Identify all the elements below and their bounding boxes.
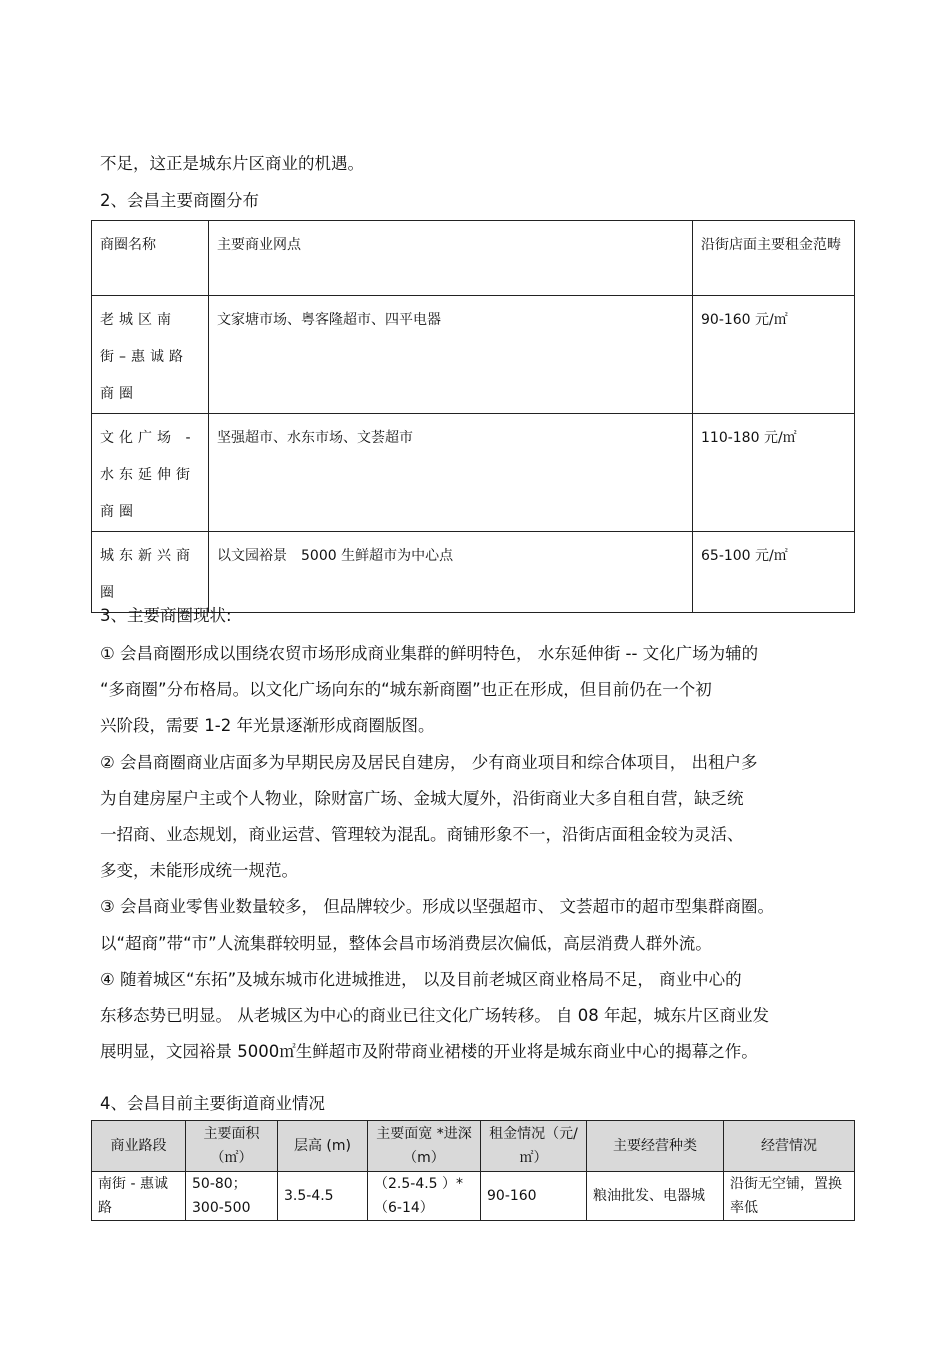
paragraph-line: ③ 会昌商业零售业数量较多， 但品牌较少。形成以坚强超市、 文荟超市的超市型集群商圈。 <box>100 897 775 917</box>
header-rent: 租金情况（元/㎡） <box>481 1121 587 1172</box>
district-name: 老城区南街–惠诚路商圈 <box>92 296 209 414</box>
street-business-table <box>91 1120 855 1221</box>
paragraph-line: ② 会昌商圈商业店面多为早期民房及居民自建房， 少有商业项目和综合体项目， 出租户多 <box>100 752 758 772</box>
table-row <box>92 1172 855 1221</box>
district-outlets: 文家塘市场、粤客隆超市、四平电器 <box>209 296 693 414</box>
district-rent: 65-100 元/㎡ <box>693 532 855 613</box>
district-name: 城东新兴商圈 <box>92 532 209 613</box>
cell-segment: 南街 - 惠诚路 <box>92 1172 186 1221</box>
header-outlets: 主要商业网点 <box>209 221 693 296</box>
table-header-row <box>92 1121 855 1172</box>
paragraph-line: 多变，未能形成统一规范。 <box>100 861 298 881</box>
paragraph-line: 一招商、业态规划，商业运营、管理较为混乱。商铺形象不一，沿街店面租金较为灵活、 <box>100 825 744 845</box>
paragraph-line: ④ 随着城区“东拓”及城东城市化进城推进， 以及目前老城区商业格局不足， 商业中心的 <box>100 969 742 989</box>
paragraph-line: 兴阶段，需要 1-2 年光景逐渐形成商圈版图。 <box>100 716 435 736</box>
table-row <box>92 296 855 414</box>
table-row <box>92 414 855 532</box>
district-outlets: 以文园裕景 5000 生鲜超市为中心点 <box>209 532 693 613</box>
header-segment: 商业路段 <box>92 1121 186 1172</box>
district-name: 文化广场 -水东延伸街商圈 <box>92 414 209 532</box>
paragraph-line: “多商圈”分布格局。以文化广场向东的“城东新商圈”也正在形成，但目前仍在一个初 <box>100 680 712 700</box>
paragraph-line: 为自建房屋户主或个人物业，除财富广场、金城大厦外，沿街商业大多自租自营，缺乏统 <box>100 788 744 808</box>
district-rent: 110-180 元/㎡ <box>693 414 855 532</box>
paragraph-line: 以“超商”带“市”人流集群较明显，整体会昌市场消费层次偏低，高层消费人群外流。 <box>100 933 712 953</box>
section4-title: 4、会昌目前主要街道商业情况 <box>100 1094 325 1113</box>
header-width-depth: 主要面宽 *进深（m） <box>368 1121 481 1172</box>
section3-body <box>100 636 845 1070</box>
cell-width-depth: （2.5-4.5 ）*（6-14） <box>368 1172 481 1221</box>
section2-title: 2、会昌主要商圈分布 <box>100 191 259 210</box>
business-district-table <box>91 220 855 613</box>
cell-category: 粮油批发、电器城 <box>587 1172 724 1221</box>
paragraph-line: 东移态势已明显。 从老城区为中心的商业已往文化广场转移。 自 08 年起，城东片区商业发 <box>100 1006 769 1026</box>
table-row <box>92 532 855 613</box>
header-height: 层高 (m) <box>278 1121 368 1172</box>
header-status: 经营情况 <box>724 1121 855 1172</box>
table-header-row <box>92 221 855 296</box>
cell-status: 沿街无空铺，置换率低 <box>724 1172 855 1221</box>
header-area: 主要面积（㎡） <box>186 1121 278 1172</box>
header-category: 主要经营种类 <box>587 1121 724 1172</box>
header-rent-range: 沿街店面主要租金范畴 <box>693 221 855 296</box>
header-district-name: 商圈名称 <box>92 221 209 296</box>
section3-title: 3、主要商圈现状: <box>100 606 232 625</box>
intro-line: 不足，这正是城东片区商业的机遇。 <box>100 154 364 173</box>
district-rent: 90-160 元/㎡ <box>693 296 855 414</box>
paragraph-line: ① 会昌商圈形成以围绕农贸市场形成商业集群的鲜明特色， 水东延伸街 -- 文化广场为辅的 <box>100 644 759 663</box>
cell-area: 50-80；300-500 <box>186 1172 278 1221</box>
district-outlets: 坚强超市、水东市场、文荟超市 <box>209 414 693 532</box>
paragraph-line: 展明显，文园裕景 5000㎡生鲜超市及附带商业裙楼的开业将是城东商业中心的揭幕之作。 <box>100 1042 758 1062</box>
cell-rent: 90-160 <box>481 1172 587 1221</box>
cell-height: 3.5-4.5 <box>278 1172 368 1221</box>
